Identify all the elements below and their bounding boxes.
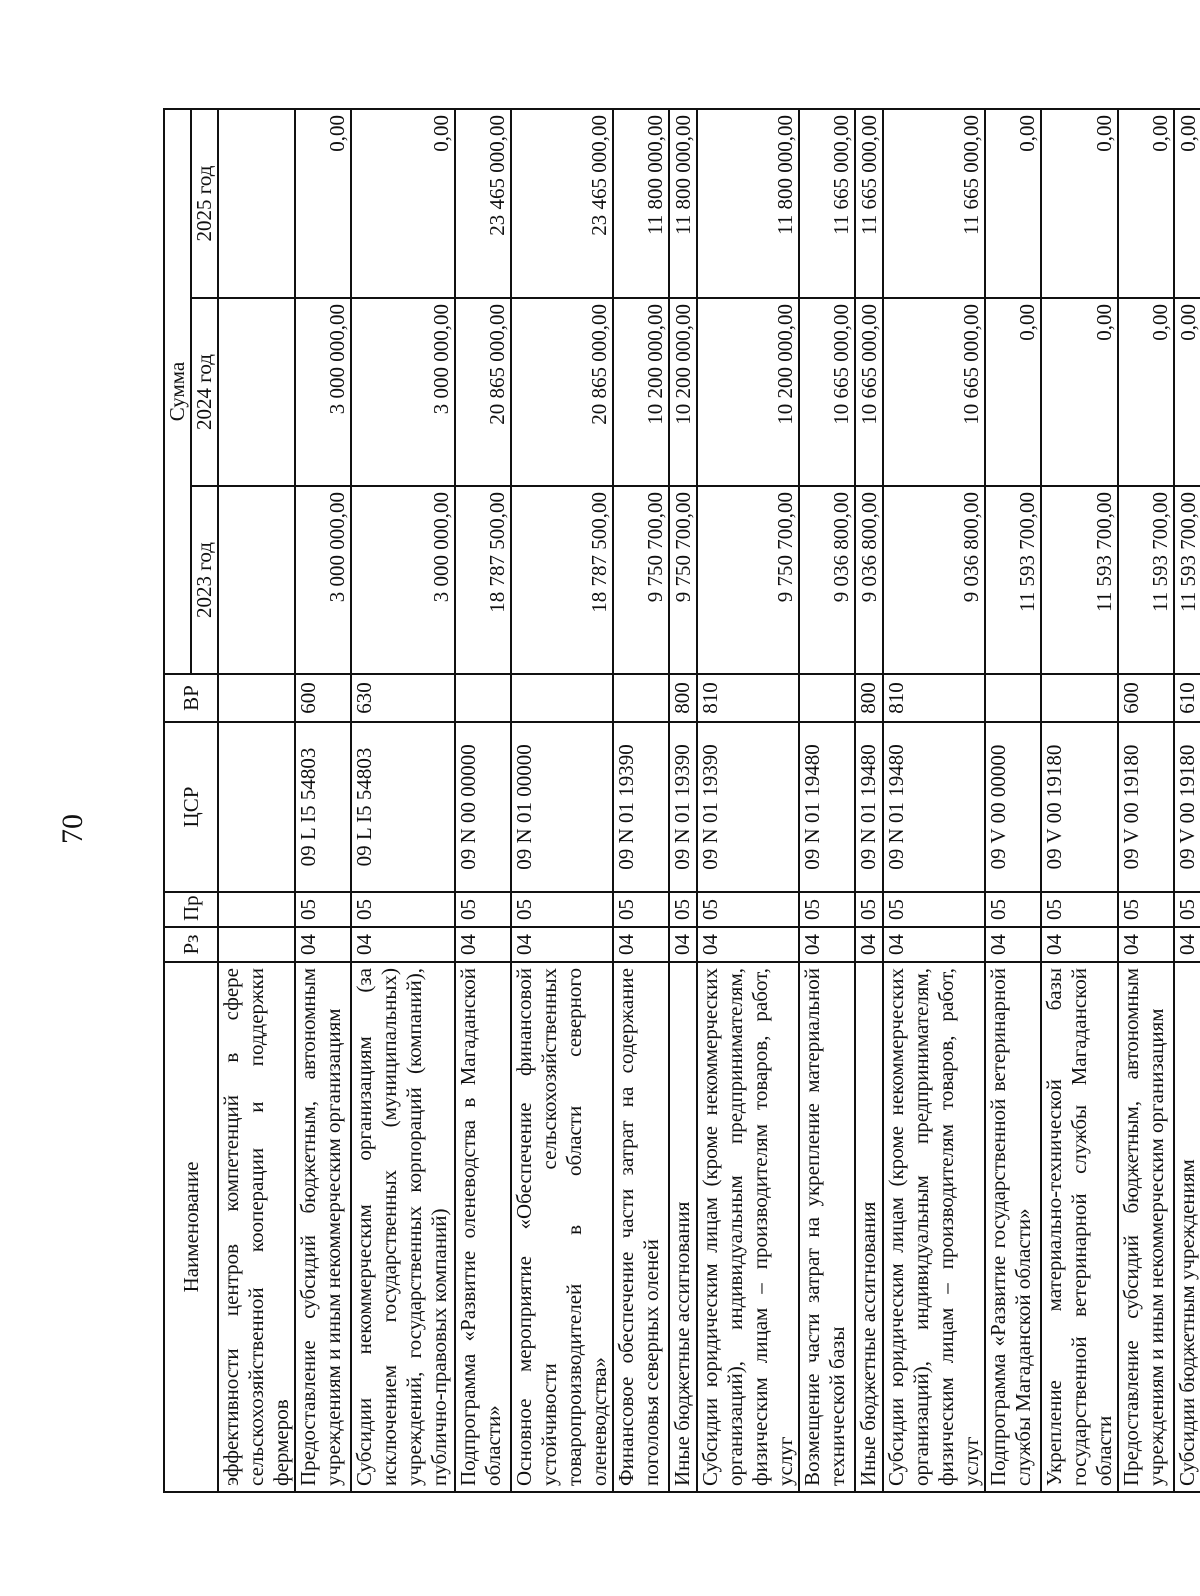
row-name: Субсидии некоммерческим организациям (за исключением государственных (муниципальных) учреждений, государственных корпораций (компаний), публично-правовых компаний) — [351, 962, 455, 1492]
row-2025: 0,00 — [295, 109, 351, 298]
row-name: Укрепление материально-технической базы государственной ветеринарной службы Магаданской области — [1041, 962, 1118, 1492]
row-name: Подпрограмма «Развитие оленеводства в Магаданской области» — [455, 962, 511, 1492]
row-rz: 04 — [511, 927, 613, 962]
table-row — [1174, 109, 1200, 1492]
table-row — [613, 109, 669, 1492]
row-rz: 04 — [613, 927, 669, 962]
row-2024: 10 200 000,00 — [613, 298, 669, 486]
row-pr: 05 — [669, 892, 697, 927]
row-vr — [455, 674, 511, 722]
row-csr: 09 N 01 19480 — [855, 722, 883, 892]
header-sum: Сумма — [164, 109, 191, 674]
header-2025: 2025 год — [191, 109, 218, 298]
table-row — [295, 109, 351, 1492]
row-2024: 0,00 — [985, 298, 1041, 486]
row-2025 — [218, 109, 295, 298]
row-name: Иные бюджетные ассигнования — [855, 962, 883, 1492]
row-2023: 18 787 500,00 — [455, 486, 511, 674]
row-2024: 10 665 000,00 — [799, 298, 855, 486]
row-2025: 0,00 — [1041, 109, 1118, 298]
row-2025: 11 665 000,00 — [855, 109, 883, 298]
header-pr: Пр — [164, 892, 218, 927]
row-vr: 630 — [351, 674, 455, 722]
table-row — [697, 109, 799, 1492]
table-row — [855, 109, 883, 1492]
row-2025: 11 665 000,00 — [799, 109, 855, 298]
table-row — [511, 109, 613, 1492]
row-2024 — [218, 298, 295, 486]
header-csr: ЦСР — [164, 722, 218, 892]
row-2023: 18 787 500,00 — [511, 486, 613, 674]
row-2025: 11 800 000,00 — [697, 109, 799, 298]
row-name: Субсидии бюджетным учреждениям — [1174, 962, 1200, 1492]
row-rz: 04 — [295, 927, 351, 962]
table-row — [883, 109, 985, 1492]
row-name: Субсидии юридическим лицам (кроме некоммерческих организаций), индивидуальным предпринимателям, физическим лицам – производителям товаров, работ, услуг — [883, 962, 985, 1492]
row-2025: 11 665 000,00 — [883, 109, 985, 298]
row-2023: 11 593 700,00 — [1041, 486, 1118, 674]
header-2024: 2024 год — [191, 298, 218, 486]
row-name: Предоставление субсидий бюджетным, автономным учреждениям и иным некоммерческим организациям — [295, 962, 351, 1492]
row-vr — [799, 674, 855, 722]
row-pr: 05 — [1174, 892, 1200, 927]
row-pr: 05 — [855, 892, 883, 927]
header-rz: Рз — [164, 927, 218, 962]
row-2023 — [218, 486, 295, 674]
row-name: Подпрограмма «Развитие государственной ветеринарной службы Магаданской области» — [985, 962, 1041, 1492]
row-name: Возмещение части затрат на укрепление материальной технической базы — [799, 962, 855, 1492]
row-csr — [218, 722, 295, 892]
row-rz: 04 — [883, 927, 985, 962]
row-vr: 600 — [1118, 674, 1174, 722]
row-name: Финансовое обеспечение части затрат на содержание поголовья северных оленей — [613, 962, 669, 1492]
row-2024: 20 865 000,00 — [511, 298, 613, 486]
row-2023: 9 750 700,00 — [697, 486, 799, 674]
row-2023: 9 036 800,00 — [883, 486, 985, 674]
row-csr: 09 N 00 00000 — [455, 722, 511, 892]
row-csr: 09 L I5 54803 — [351, 722, 455, 892]
row-csr: 09 V 00 00000 — [985, 722, 1041, 892]
table-row — [218, 109, 295, 1492]
row-2023: 9 750 700,00 — [613, 486, 669, 674]
row-2023: 9 036 800,00 — [855, 486, 883, 674]
row-2025: 23 465 000,00 — [455, 109, 511, 298]
row-vr: 800 — [669, 674, 697, 722]
row-2024: 10 200 000,00 — [697, 298, 799, 486]
row-rz: 04 — [455, 927, 511, 962]
row-2024: 10 200 000,00 — [669, 298, 697, 486]
row-vr — [218, 674, 295, 722]
row-pr: 05 — [455, 892, 511, 927]
row-2023: 3 000 000,00 — [351, 486, 455, 674]
row-vr: 810 — [883, 674, 985, 722]
row-2025: 11 800 000,00 — [613, 109, 669, 298]
table-row — [1118, 109, 1174, 1492]
row-vr — [613, 674, 669, 722]
row-name: Основное мероприятие «Обеспечение финансовой устойчивости сельскохозяйственных товаропроизводителей в области северного оленеводства» — [511, 962, 613, 1492]
row-pr: 05 — [697, 892, 799, 927]
row-csr: 09 V 00 19180 — [1041, 722, 1118, 892]
row-rz: 04 — [669, 927, 697, 962]
row-csr: 09 N 01 19390 — [613, 722, 669, 892]
row-2024: 20 865 000,00 — [455, 298, 511, 486]
row-pr: 05 — [613, 892, 669, 927]
row-rz — [218, 927, 295, 962]
row-2025: 11 800 000,00 — [669, 109, 697, 298]
row-pr: 05 — [985, 892, 1041, 927]
row-name: Предоставление субсидий бюджетным, автономным учреждениям и иным некоммерческим организациям — [1118, 962, 1174, 1492]
row-rz: 04 — [351, 927, 455, 962]
row-pr: 05 — [511, 892, 613, 927]
row-pr: 05 — [799, 892, 855, 927]
table-row — [351, 109, 455, 1492]
row-pr: 05 — [295, 892, 351, 927]
row-pr: 05 — [883, 892, 985, 927]
row-vr — [511, 674, 613, 722]
row-rz: 04 — [799, 927, 855, 962]
row-vr: 600 — [295, 674, 351, 722]
row-csr: 09 L I5 54803 — [295, 722, 351, 892]
row-2025: 0,00 — [351, 109, 455, 298]
row-pr: 05 — [1041, 892, 1118, 927]
row-csr: 09 N 01 19480 — [883, 722, 985, 892]
row-2025: 0,00 — [1174, 109, 1200, 298]
row-name: эффективности центров компетенций в сфере сельскохозяйственной кооперации и поддержки фермеров — [218, 962, 295, 1492]
row-pr: 05 — [1118, 892, 1174, 927]
row-rz: 04 — [697, 927, 799, 962]
row-rz: 04 — [985, 927, 1041, 962]
budget-table — [163, 108, 1200, 1493]
row-2025: 0,00 — [1118, 109, 1174, 298]
header-vr: ВР — [164, 674, 218, 722]
row-2023: 9 036 800,00 — [799, 486, 855, 674]
row-name: Субсидии юридическим лицам (кроме некоммерческих организаций), индивидуальным предпринимателям, физическим лицам – производителям товаров, работ, услуг — [697, 962, 799, 1492]
table-row — [669, 109, 697, 1492]
row-vr — [1041, 674, 1118, 722]
row-2023: 11 593 700,00 — [1174, 486, 1200, 674]
rotated-page — [163, 110, 1200, 1493]
header-row-top — [164, 109, 191, 1492]
row-csr: 09 N 01 19390 — [697, 722, 799, 892]
row-csr: 09 N 01 19390 — [669, 722, 697, 892]
row-2024: 0,00 — [1118, 298, 1174, 486]
row-rz: 04 — [1041, 927, 1118, 962]
row-2024: 3 000 000,00 — [295, 298, 351, 486]
row-2023: 9 750 700,00 — [669, 486, 697, 674]
row-2025: 23 465 000,00 — [511, 109, 613, 298]
row-csr: 09 V 00 19180 — [1118, 722, 1174, 892]
row-csr: 09 N 01 19480 — [799, 722, 855, 892]
table-row — [799, 109, 855, 1492]
row-2024: 10 665 000,00 — [883, 298, 985, 486]
row-vr: 800 — [855, 674, 883, 722]
row-name: Иные бюджетные ассигнования — [669, 962, 697, 1492]
row-2023: 11 593 700,00 — [985, 486, 1041, 674]
row-vr: 610 — [1174, 674, 1200, 722]
row-vr: 810 — [697, 674, 799, 722]
row-2024: 10 665 000,00 — [855, 298, 883, 486]
header-2023: 2023 год — [191, 486, 218, 674]
row-csr: 09 N 01 00000 — [511, 722, 613, 892]
header-name: Наименование — [164, 962, 218, 1492]
row-2024: 0,00 — [1041, 298, 1118, 486]
row-rz: 04 — [855, 927, 883, 962]
table-row — [455, 109, 511, 1492]
row-pr: 05 — [351, 892, 455, 927]
row-2023: 11 593 700,00 — [1118, 486, 1174, 674]
table-row — [985, 109, 1041, 1492]
row-csr: 09 V 00 19180 — [1174, 722, 1200, 892]
table-row — [1041, 109, 1118, 1492]
row-rz: 04 — [1118, 927, 1174, 962]
row-pr — [218, 892, 295, 927]
row-vr — [985, 674, 1041, 722]
row-2024: 3 000 000,00 — [351, 298, 455, 486]
row-2025: 0,00 — [985, 109, 1041, 298]
row-rz: 04 — [1174, 927, 1200, 962]
row-2023: 3 000 000,00 — [295, 486, 351, 674]
page-number: 70 — [56, 814, 89, 844]
row-2024: 0,00 — [1174, 298, 1200, 486]
